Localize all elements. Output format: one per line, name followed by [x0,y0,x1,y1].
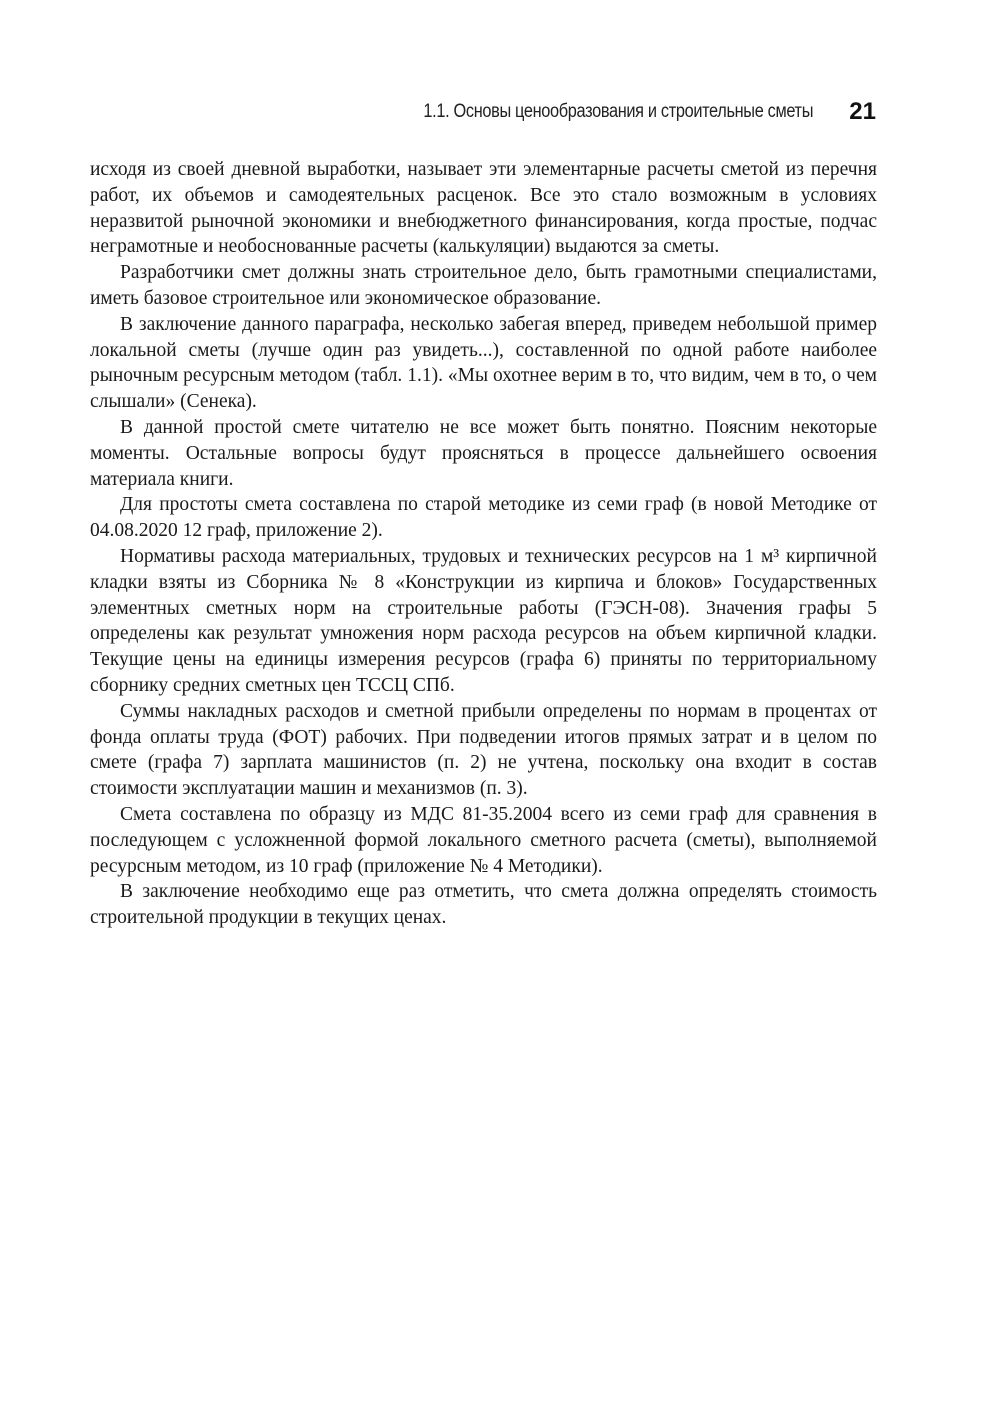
paragraph: Для простоты смета составлена по старой методике из семи граф (в новой Методике от 04.08.2020 12 граф, приложение 2). [90,494,877,542]
paragraph: Нормативы расхода материальных, трудовых и технических ресурсов на 1 м³ кирпичной кладки взяты из Сборника № 8 «Конструкции из кирпича и блоков» Государственных элементных сметных норм на строительные работы (ГЭСН-08). Значения графы 5 определены как результат умножения норм расхода ресурсов на объем кирпичной кладки. Текущие цены на единицы измерения ресурсов (графа 6) приняты по территориальному сборнику средних сметных цен ТССЦ СПб. [90,545,877,696]
paragraph-continued: исходя из своей дневной выработки, называет эти элементарные расчеты сметой из перечня работ, их объемов и самодеятельных расценок. Все это стало возможным в условиях неразвитой рыночной экономики и внебюджетного финансирования, когда простые, подчас неграмотные и необоснованные расчеты (калькуляции) выдаются за сметы. [90,159,877,258]
page-header [90,96,876,128]
running-title: 1.1. Основы ценообразования и строительные сметы [423,101,814,122]
paragraph: Смета составлена по образцу из МДС 81-35.2004 всего из семи граф для сравнения в последующем с усложненной формой локального сметного расчета (сметы), выполняемой ресурсным методом, из 10 граф (приложение № 4 Методики). [90,803,877,877]
paragraph: Разработчики смет должны знать строительное дело, быть грамотными специалистами, иметь базовое строительное или экономическое образование. [90,262,877,309]
paragraph: В заключение необходимо еще раз отметить, что смета должна определять стоимость строительной продукции в текущих ценах. [90,881,877,929]
page-number: 21 [849,98,876,125]
paragraph: Суммы накладных расходов и сметной прибыли определены по нормам в процентах от фонда оплаты труда (ФОТ) рабочих. При подведении итогов прямых затрат и в целом по смете (графа 7) зарплата машинистов (п. 2) не учтена, поскольку она входит в состав стоимости эксплуатации машин и механизмов (п. 3). [90,700,877,800]
body-text [90,157,877,931]
paragraph: В заключение данного параграфа, несколько забегая вперед, приведем небольшой пример локальной сметы (лучше один раз увидеть...), составленной по одной работе наиболее рыночным ресурсным методом (табл. 1.1). «Мы охотнее верим в то, что видим, чем в то, о чем слышали» (Сенека). [90,313,877,413]
paragraph: В данной простой смете читателю не все может быть понятно. Поясним некоторые моменты. Остальные вопросы будут проясняться в процессе дальнейшего освоения материала книги. [90,416,877,490]
